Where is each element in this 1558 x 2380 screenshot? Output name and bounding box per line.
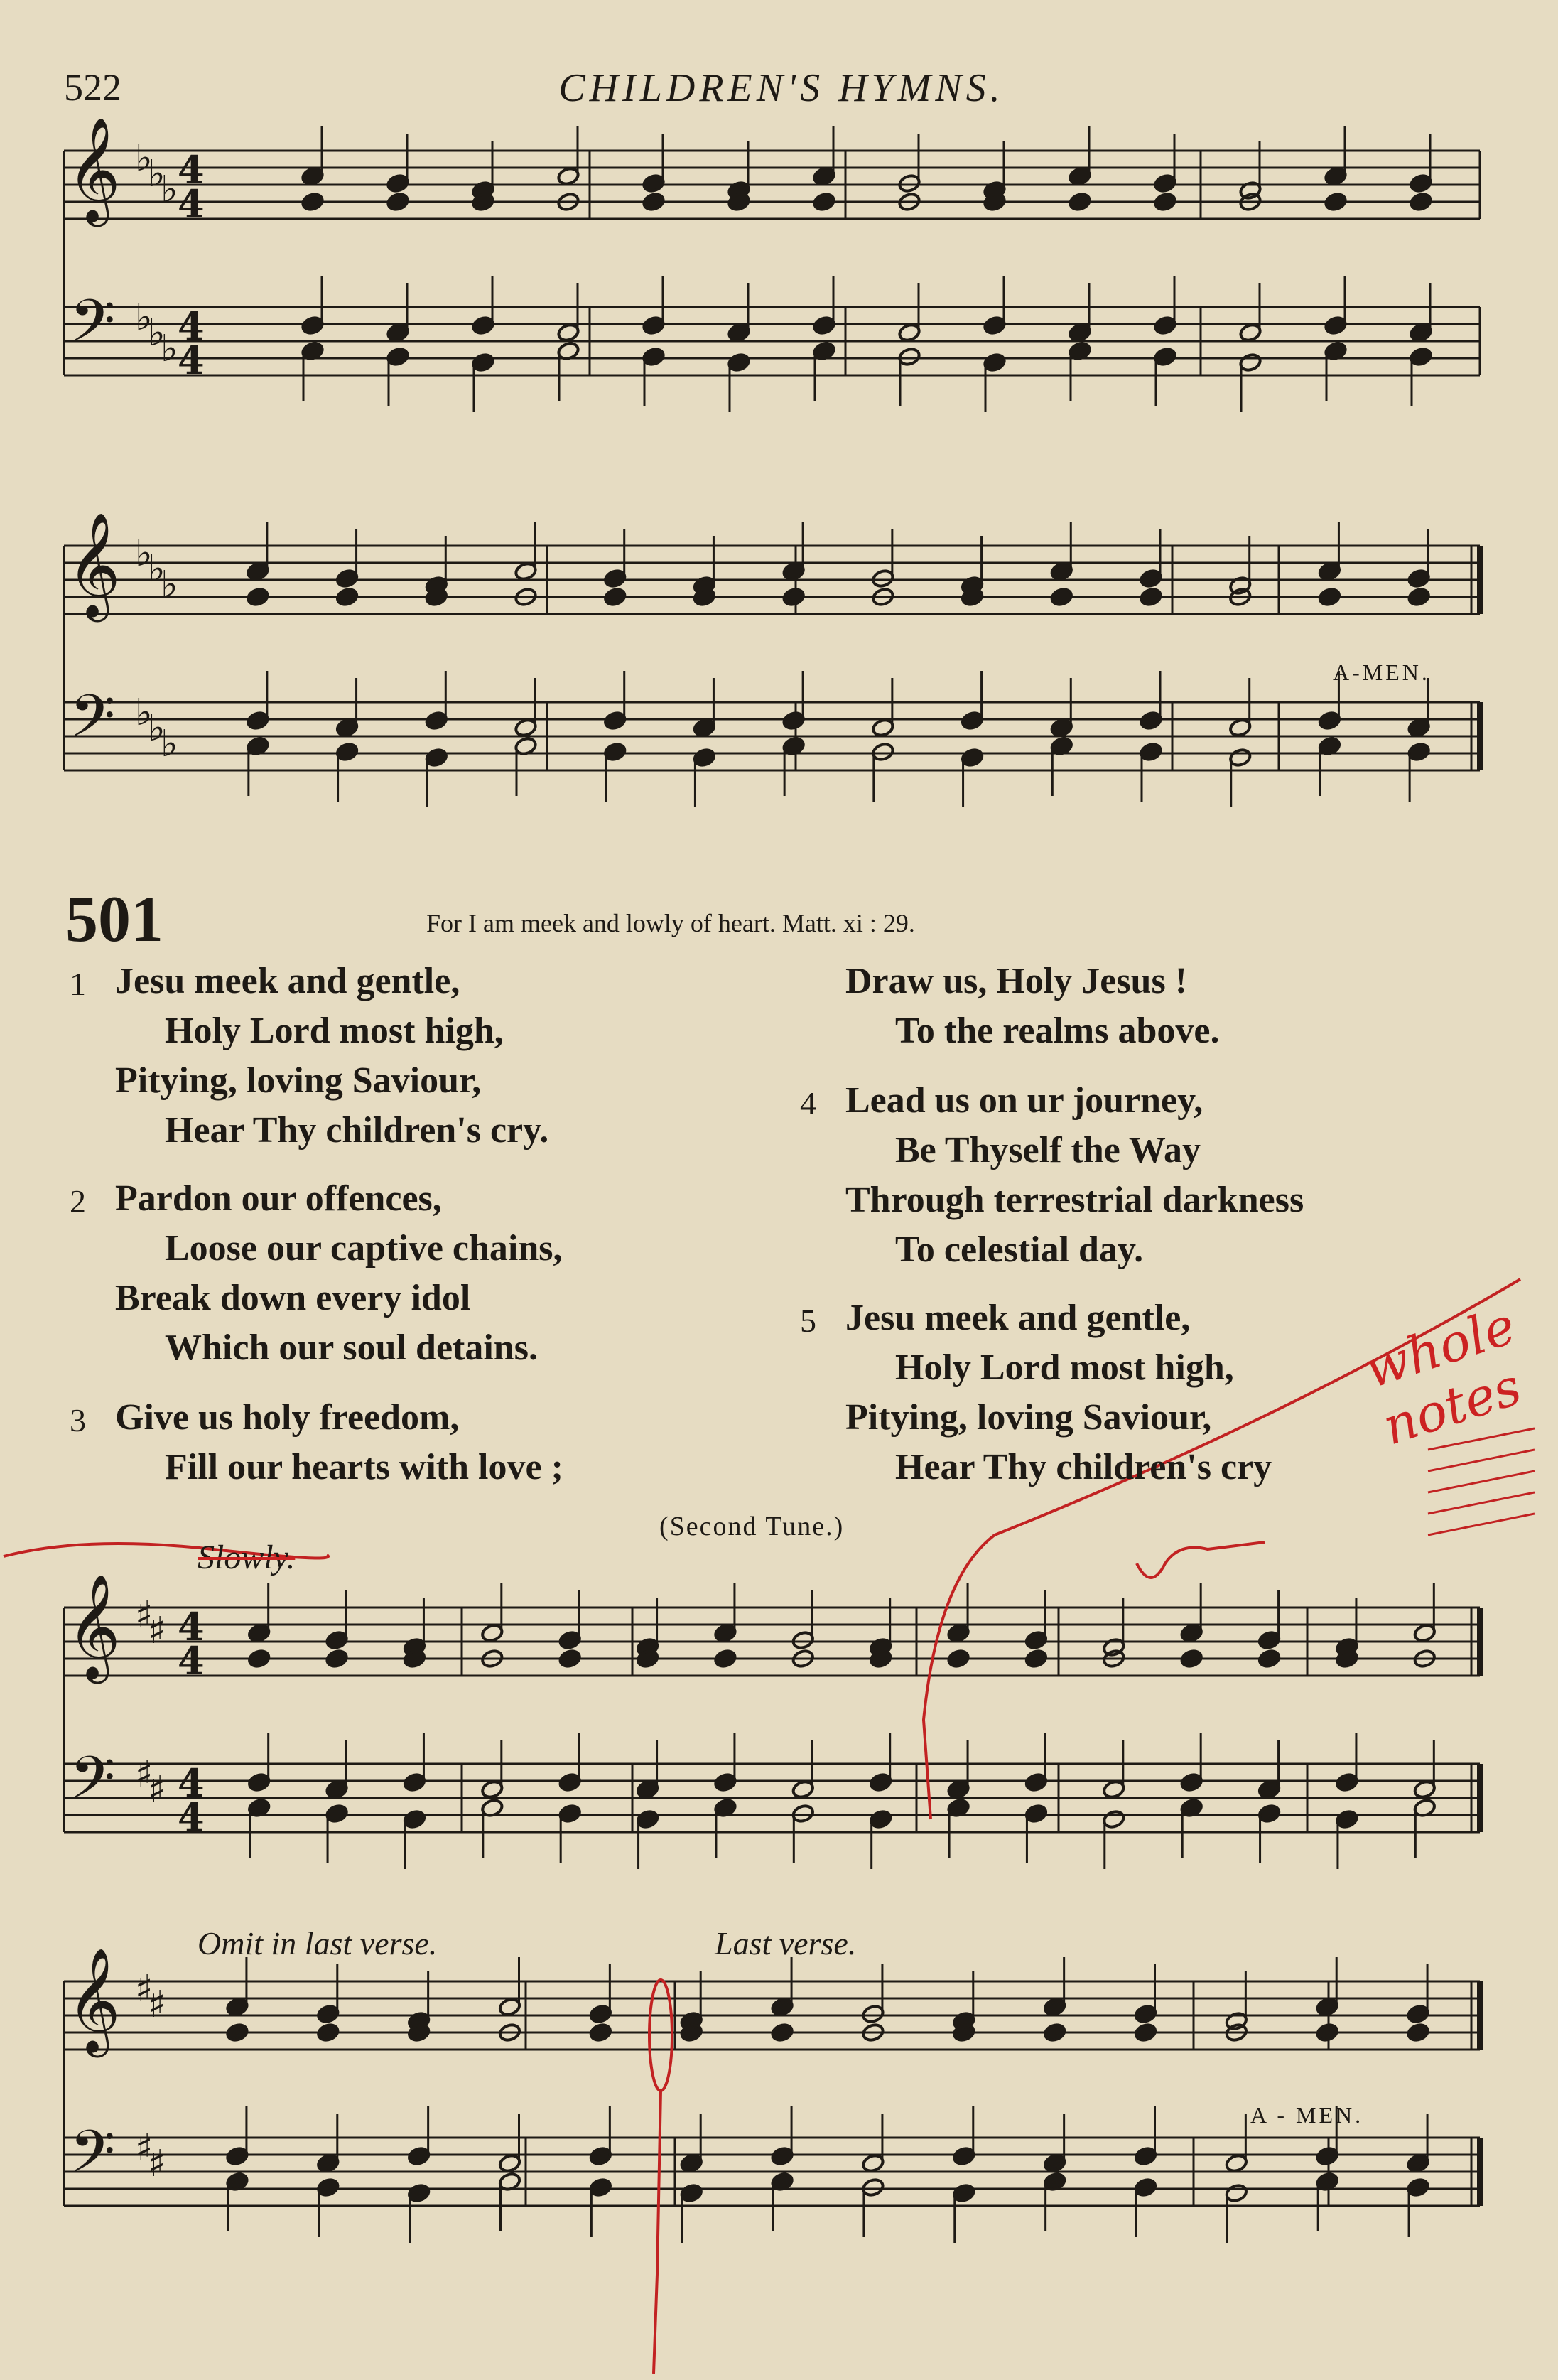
flat-sign: ♭ xyxy=(148,707,166,750)
note-head xyxy=(1134,2023,1157,2042)
bass-clef: 𝄢 xyxy=(70,1743,116,1826)
running-title: CHILDREN'S HYMNS. xyxy=(558,66,1005,110)
verse-line: Be Thyself the Way xyxy=(895,1130,1201,1170)
note-head xyxy=(1318,587,1341,607)
note-head xyxy=(1316,2023,1339,2042)
time-signature: 4 xyxy=(178,181,205,227)
verse-line: Fill our hearts with love ; xyxy=(165,1447,563,1487)
note-head xyxy=(225,2023,249,2042)
sharp-sign: ♯ xyxy=(135,1968,153,2010)
verse-line: Through terrestrial darkness xyxy=(845,1180,1304,1220)
treble-clef: 𝄞 xyxy=(67,512,121,618)
note-head xyxy=(1068,192,1091,212)
verse-5 xyxy=(800,1293,1272,1492)
note-head xyxy=(603,587,627,607)
flat-sign: ♭ xyxy=(148,153,166,195)
flat-sign: ♭ xyxy=(161,723,178,765)
note-head xyxy=(1050,587,1073,607)
last-verse-label: Last verse. xyxy=(715,1925,857,1961)
verse-line: Holy Lord most high, xyxy=(895,1347,1234,1388)
note-head xyxy=(558,1649,582,1669)
note-head xyxy=(325,1649,348,1669)
verse-line: Draw us, Holy Jesus ! xyxy=(845,961,1188,1001)
hymn-number: 501 xyxy=(65,883,163,955)
time-signature: 4 xyxy=(178,303,205,349)
verse-2 xyxy=(70,1174,563,1373)
note-head xyxy=(335,587,359,607)
flat-sign: ♭ xyxy=(148,312,166,355)
verse-number: 5 xyxy=(800,1303,816,1339)
verse-number: 4 xyxy=(800,1085,816,1121)
page-number: 522 xyxy=(64,66,121,109)
note-head xyxy=(1407,587,1431,607)
red-pencil-stroke xyxy=(654,2091,661,2374)
note-head xyxy=(946,1649,970,1669)
sharp-sign: ♯ xyxy=(148,1983,166,2026)
note-head xyxy=(247,1649,271,1669)
verse-line: Break down every idol xyxy=(115,1278,471,1318)
verse-1 xyxy=(70,957,549,1156)
treble-clef: 𝄞 xyxy=(67,1573,121,1679)
time-signature: 4 xyxy=(178,338,205,383)
verse-line: Pardon our offences, xyxy=(115,1178,442,1219)
time-signature: 4 xyxy=(178,1760,205,1806)
note-head xyxy=(1153,192,1176,212)
note-head xyxy=(1324,192,1347,212)
verse-line: To the realms above. xyxy=(895,1011,1220,1051)
second-tune-label: (Second Tune.) xyxy=(659,1512,845,1541)
verse-4 xyxy=(800,1076,1304,1275)
verse-line: Jesu meek and gentle, xyxy=(115,961,460,1001)
verse-line: Holy Lord most high, xyxy=(165,1011,504,1051)
note-head xyxy=(1139,587,1162,607)
verse-number: 3 xyxy=(70,1402,86,1438)
red-pencil-stroke xyxy=(1137,1542,1265,1578)
sharp-sign: ♯ xyxy=(135,1753,153,1796)
verse-line: Which our soul detains. xyxy=(165,1328,538,1368)
verse-3-part-b xyxy=(845,957,1219,1056)
note-head xyxy=(316,2023,340,2042)
sharp-sign: ♯ xyxy=(148,1769,166,1811)
note-head xyxy=(782,587,806,607)
verse-line: Lead us on ur journey, xyxy=(845,1080,1203,1121)
note-head xyxy=(1024,1649,1048,1669)
tempo-marking: Slowly. xyxy=(198,1539,296,1576)
sharp-sign: ♯ xyxy=(135,2127,153,2170)
flat-sign: ♭ xyxy=(148,548,166,591)
note-head xyxy=(246,587,269,607)
flat-sign: ♭ xyxy=(161,564,178,606)
verse-line: Pitying, loving Saviour, xyxy=(115,1060,482,1101)
note-head xyxy=(642,192,665,212)
verse-line: To celestial day. xyxy=(895,1229,1144,1270)
note-head xyxy=(301,192,324,212)
flat-sign: ♭ xyxy=(135,296,153,339)
flat-sign: ♭ xyxy=(135,137,153,180)
omit-label: Omit in last verse. xyxy=(198,1925,438,1961)
bass-clef: 𝄢 xyxy=(70,2117,116,2200)
sharp-sign: ♯ xyxy=(148,1610,166,1652)
note-head xyxy=(713,1649,737,1669)
verse-line: Hear Thy children's cry. xyxy=(165,1110,549,1151)
verse-line: Pitying, loving Saviour, xyxy=(845,1397,1212,1438)
verse-line: Give us holy freedom, xyxy=(115,1397,460,1438)
verse-number: 2 xyxy=(70,1183,86,1219)
time-signature: 4 xyxy=(178,1794,205,1840)
bass-clef: 𝄢 xyxy=(70,286,116,370)
flat-sign: ♭ xyxy=(135,532,153,575)
note-head xyxy=(812,192,835,212)
flat-sign: ♭ xyxy=(161,168,178,211)
note-head xyxy=(386,192,409,212)
second-tune-amen: A - MEN. xyxy=(1250,2102,1364,2128)
time-signature: 4 xyxy=(178,147,205,193)
note-head xyxy=(1180,1649,1203,1669)
note-head xyxy=(770,2023,794,2042)
treble-clef: 𝄞 xyxy=(67,1947,121,2053)
sharp-sign: ♯ xyxy=(135,1594,153,1637)
verse-line: Hear Thy children's cry xyxy=(895,1447,1272,1487)
verse-line: Jesu meek and gentle, xyxy=(845,1298,1191,1338)
epigraph: For I am meek and lowly of heart. Matt. xi : 29. xyxy=(426,909,915,937)
bass-clef: 𝄢 xyxy=(70,682,116,765)
flat-sign: ♭ xyxy=(135,691,153,734)
note-head xyxy=(1043,2023,1066,2042)
flat-sign: ♭ xyxy=(161,328,178,370)
treble-clef: 𝄞 xyxy=(67,117,121,222)
red-drawn-staff xyxy=(1428,1428,1535,1535)
note-head xyxy=(1406,2023,1429,2042)
time-signature: 4 xyxy=(178,1638,205,1684)
verse-number: 1 xyxy=(70,966,86,1002)
red-pencil-circle xyxy=(649,1980,672,2091)
first-tune-amen: A-MEN. xyxy=(1333,659,1430,685)
time-signature: 4 xyxy=(178,1604,205,1649)
verse-line: Loose our captive chains, xyxy=(165,1228,563,1269)
verse-3-part-a xyxy=(70,1393,563,1492)
note-head xyxy=(1409,192,1432,212)
note-head xyxy=(589,2023,612,2042)
sharp-sign: ♯ xyxy=(148,2143,166,2185)
handwritten-note: whole notes xyxy=(1357,1295,1528,1457)
note-head xyxy=(1257,1649,1281,1669)
